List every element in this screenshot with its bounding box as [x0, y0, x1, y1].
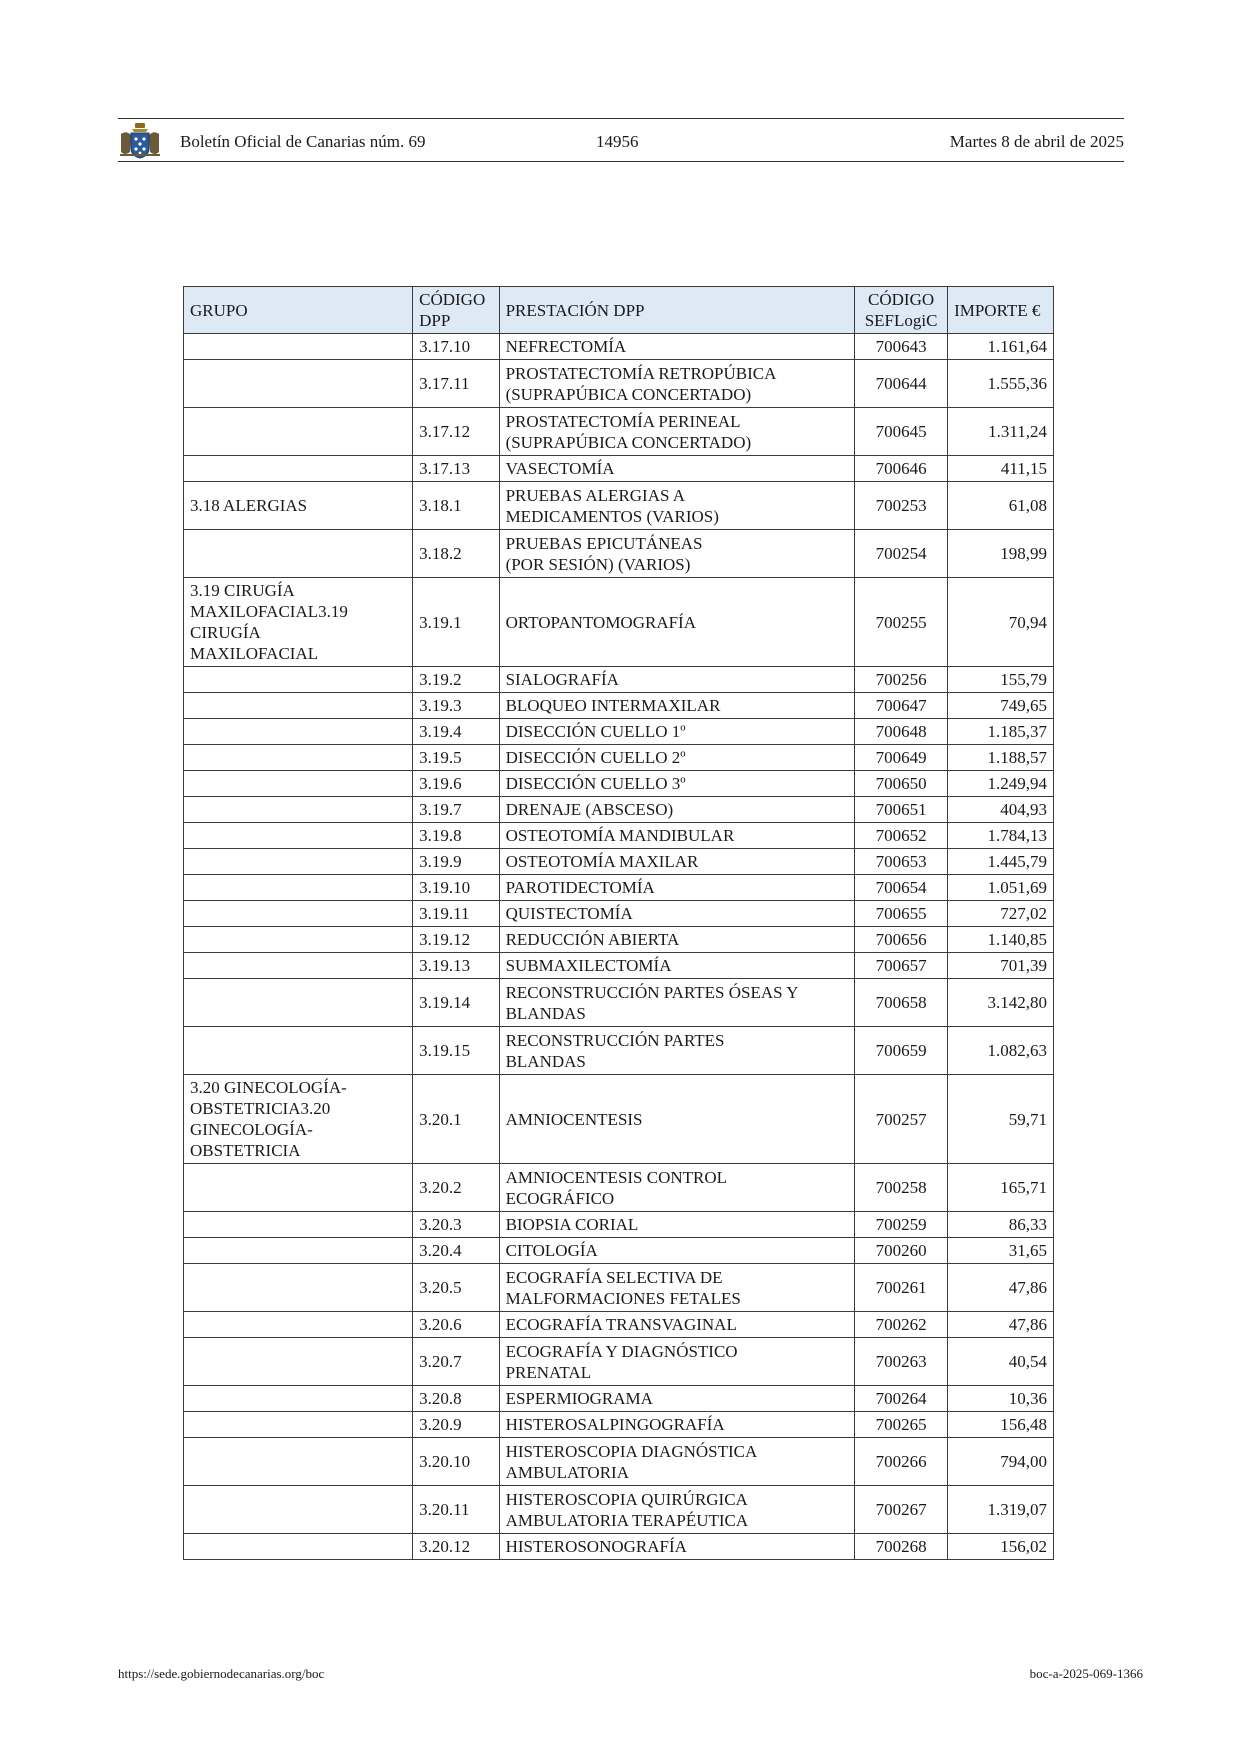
prestacion-line: AMBULATORIA TERAPÉUTICA: [505, 1510, 749, 1530]
cell-grupo: [184, 482, 413, 530]
col-header-prestacion: PRESTACIÓN DPP: [499, 287, 855, 334]
table-row: [184, 823, 1054, 849]
cell-codigo-sef: 700655: [855, 901, 948, 927]
cell-codigo-dpp: 3.19.3: [413, 693, 499, 719]
cell-prestacion: [499, 693, 855, 719]
cell-importe: 1.185,37: [948, 719, 1054, 745]
grupo-line: 3.20 GINECOLOGÍA- OBSTETRICIA: [190, 1078, 347, 1118]
cell-grupo: [184, 1386, 413, 1412]
cell-prestacion: [499, 927, 855, 953]
cell-prestacion: [499, 408, 855, 456]
cell-prestacion: [499, 771, 855, 797]
cell-grupo: [184, 1075, 413, 1164]
cell-codigo-sef: 700654: [855, 875, 948, 901]
cell-codigo-dpp: 3.18.2: [413, 530, 499, 578]
cell-codigo-sef: 700651: [855, 797, 948, 823]
cell-prestacion: [499, 953, 855, 979]
cell-prestacion: [499, 1264, 855, 1312]
cell-codigo-dpp: 3.20.3: [413, 1212, 499, 1238]
cell-importe: 165,71: [948, 1164, 1054, 1212]
grupo-line: 3.19 CIRUGÍA MAXILOFACIAL: [190, 581, 319, 621]
prestacion-line: NEFRECTOMÍA: [505, 337, 627, 356]
table-row: [184, 408, 1054, 456]
cell-prestacion: [499, 719, 855, 745]
cell-importe: 198,99: [948, 530, 1054, 578]
cell-codigo-dpp: 3.19.4: [413, 719, 499, 745]
prestacion-line: PAROTIDECTOMÍA: [505, 878, 655, 897]
table-body: [184, 334, 1054, 1560]
cell-codigo-dpp: 3.19.2: [413, 667, 499, 693]
cell-codigo-sef: 700657: [855, 953, 948, 979]
cell-prestacion: [499, 1027, 855, 1075]
cell-prestacion: [499, 745, 855, 771]
prestacion-line: OSTEOTOMÍA MANDIBULAR: [505, 826, 735, 845]
cell-importe: 1.319,07: [948, 1486, 1054, 1534]
cell-prestacion: [499, 875, 855, 901]
cell-grupo: [184, 530, 413, 578]
prestacion-line: HISTEROSONOGRAFÍA: [505, 1537, 687, 1556]
table-row: [184, 849, 1054, 875]
prestacion-line: OSTEOTOMÍA MAXILAR: [505, 852, 699, 871]
cell-grupo: [184, 360, 413, 408]
cell-codigo-sef: 700259: [855, 1212, 948, 1238]
cell-codigo-dpp: 3.20.8: [413, 1386, 499, 1412]
cell-prestacion: [499, 1412, 855, 1438]
page-header: [118, 118, 1124, 162]
cell-prestacion: [499, 1338, 855, 1386]
prestacion-line: ECOGRAFÍA SELECTIVA DE: [505, 1267, 723, 1287]
cell-codigo-dpp: 3.20.10: [413, 1438, 499, 1486]
prestacion-line: RECONSTRUCCIÓN PARTES ÓSEAS Y: [505, 982, 799, 1002]
cell-codigo-sef: 700648: [855, 719, 948, 745]
cell-codigo-sef: 700643: [855, 334, 948, 360]
prestacion-line: PROSTATECTOMÍA PERINEAL: [505, 411, 741, 431]
prestacion-line: HISTEROSALPINGOGRAFÍA: [505, 1415, 725, 1434]
cell-grupo: [184, 719, 413, 745]
prestacion-line: CITOLOGÍA: [505, 1241, 598, 1260]
cell-codigo-dpp: 3.17.13: [413, 456, 499, 482]
table-row: [184, 456, 1054, 482]
prestacion-line: BLANDAS: [505, 1051, 586, 1071]
prestacion-line: ESPERMIOGRAMA: [505, 1389, 653, 1408]
cell-codigo-sef: 700261: [855, 1264, 948, 1312]
publication-date: Martes 8 de abril de 2025: [949, 132, 1124, 151]
table-row: [184, 1412, 1054, 1438]
cell-codigo-sef: 700257: [855, 1075, 948, 1164]
cell-codigo-dpp: 3.18.1: [413, 482, 499, 530]
cell-grupo: [184, 1412, 413, 1438]
table-row: [184, 1486, 1054, 1534]
prestacion-line: VASECTOMÍA: [505, 459, 615, 478]
table-row: [184, 1386, 1054, 1412]
table-row: [184, 797, 1054, 823]
cell-importe: 61,08: [948, 482, 1054, 530]
prestacion-line: SUBMAXILECTOMÍA: [505, 956, 672, 975]
canarias-coat-of-arms-icon: [118, 122, 162, 160]
cell-grupo: [184, 1486, 413, 1534]
cell-importe: 794,00: [948, 1438, 1054, 1486]
cell-grupo: [184, 1338, 413, 1386]
table-row: [184, 1534, 1054, 1560]
cell-codigo-dpp: 3.17.11: [413, 360, 499, 408]
cell-importe: 3.142,80: [948, 979, 1054, 1027]
prestacion-line: MEDICAMENTOS (VARIOS): [505, 506, 719, 526]
cell-grupo: [184, 1534, 413, 1560]
table-row: [184, 1027, 1054, 1075]
grupo-line: 3.20 GINECOLOGÍA- OBSTETRICIA: [190, 1099, 331, 1160]
cell-codigo-dpp: 3.19.7: [413, 797, 499, 823]
prestacion-line: HISTEROSCOPIA DIAGNÓSTICA: [505, 1441, 758, 1461]
table-header-row: [184, 287, 1054, 334]
cell-importe: 1.051,69: [948, 875, 1054, 901]
cell-prestacion: [499, 979, 855, 1027]
cell-grupo: [184, 875, 413, 901]
grupo-line: 3.18 ALERGIAS: [190, 496, 308, 515]
cell-importe: 1.249,94: [948, 771, 1054, 797]
prestacion-line: (SUPRAPÚBICA CONCERTADO): [505, 384, 752, 404]
cell-importe: 31,65: [948, 1238, 1054, 1264]
prestacion-line: DRENAJE (ABSCESO): [505, 800, 674, 819]
cell-codigo-sef: 700645: [855, 408, 948, 456]
cell-codigo-dpp: 3.19.9: [413, 849, 499, 875]
dpp-table: [183, 286, 1054, 1560]
cell-prestacion: [499, 1312, 855, 1338]
table-row: [184, 1438, 1054, 1486]
cell-grupo: [184, 1027, 413, 1075]
header-line: CÓDIGO: [419, 290, 486, 309]
cell-importe: 70,94: [948, 578, 1054, 667]
prestacion-line: BLOQUEO INTERMAXILAR: [505, 696, 721, 715]
cell-grupo: [184, 979, 413, 1027]
cell-codigo-sef: 700646: [855, 456, 948, 482]
header-line: CÓDIGO: [868, 290, 935, 309]
prestacion-line: PRUEBAS EPICUTÁNEAS: [505, 533, 703, 553]
cell-importe: 727,02: [948, 901, 1054, 927]
cell-codigo-dpp: 3.19.10: [413, 875, 499, 901]
cell-codigo-sef: 700264: [855, 1386, 948, 1412]
cell-grupo: [184, 953, 413, 979]
table-row: [184, 1312, 1054, 1338]
prestacion-line: MALFORMACIONES FETALES: [505, 1288, 741, 1308]
col-header-codigo-sef: [855, 287, 948, 334]
cell-prestacion: [499, 1075, 855, 1164]
cell-grupo: [184, 1312, 413, 1338]
cell-codigo-sef: 700268: [855, 1534, 948, 1560]
cell-codigo-sef: 700258: [855, 1164, 948, 1212]
table-row: [184, 745, 1054, 771]
cell-grupo: [184, 408, 413, 456]
cell-codigo-dpp: 3.20.11: [413, 1486, 499, 1534]
cell-grupo: [184, 771, 413, 797]
cell-importe: 10,36: [948, 1386, 1054, 1412]
cell-importe: 1.784,13: [948, 823, 1054, 849]
cell-prestacion: [499, 482, 855, 530]
cell-prestacion: [499, 360, 855, 408]
cell-grupo: [184, 578, 413, 667]
prestacion-line: AMBULATORIA: [505, 1462, 629, 1482]
cell-importe: 1.188,57: [948, 745, 1054, 771]
prestacion-line: DISECCIÓN CUELLO 3º: [505, 774, 686, 793]
table-row: [184, 482, 1054, 530]
prestacion-line: AMNIOCENTESIS CONTROL: [505, 1167, 728, 1187]
prestacion-line: QUISTECTOMÍA: [505, 904, 633, 923]
cell-codigo-dpp: 3.17.10: [413, 334, 499, 360]
cell-codigo-dpp: 3.19.11: [413, 901, 499, 927]
cell-codigo-sef: 700266: [855, 1438, 948, 1486]
table-row: [184, 979, 1054, 1027]
cell-grupo: [184, 901, 413, 927]
cell-grupo: [184, 745, 413, 771]
cell-importe: 155,79: [948, 667, 1054, 693]
cell-importe: 86,33: [948, 1212, 1054, 1238]
prestacion-line: REDUCCIÓN ABIERTA: [505, 930, 680, 949]
table-row: [184, 875, 1054, 901]
table-row: [184, 1264, 1054, 1312]
cell-importe: 59,71: [948, 1075, 1054, 1164]
cell-prestacion: [499, 1164, 855, 1212]
cell-codigo-dpp: 3.20.1: [413, 1075, 499, 1164]
cell-codigo-sef: 700260: [855, 1238, 948, 1264]
grupo-line: 3.19 CIRUGÍA MAXILOFACIAL: [190, 602, 348, 663]
cell-codigo-dpp: 3.19.12: [413, 927, 499, 953]
cell-prestacion: [499, 797, 855, 823]
cell-codigo-sef: 700659: [855, 1027, 948, 1075]
footer-url: https://sede.gobiernodecanarias.org/boc: [118, 1666, 325, 1681]
cell-importe: 411,15: [948, 456, 1054, 482]
footer-reference: boc-a-2025-069-1366: [1029, 1666, 1143, 1681]
table-row: [184, 1238, 1054, 1264]
table-row: [184, 578, 1054, 667]
cell-codigo-dpp: 3.19.5: [413, 745, 499, 771]
cell-codigo-sef: 700256: [855, 667, 948, 693]
cell-codigo-sef: 700253: [855, 482, 948, 530]
cell-codigo-sef: 700254: [855, 530, 948, 578]
table-row: [184, 1075, 1054, 1164]
cell-prestacion: [499, 530, 855, 578]
cell-prestacion: [499, 334, 855, 360]
cell-prestacion: [499, 456, 855, 482]
cell-codigo-sef: 700262: [855, 1312, 948, 1338]
table-row: [184, 771, 1054, 797]
prestacion-line: SIALOGRAFÍA: [505, 670, 619, 689]
cell-importe: 701,39: [948, 953, 1054, 979]
table-row: [184, 334, 1054, 360]
table-row: [184, 693, 1054, 719]
prestacion-line: PRENATAL: [505, 1362, 592, 1382]
cell-importe: 1.445,79: [948, 849, 1054, 875]
cell-grupo: [184, 667, 413, 693]
table-row: [184, 1212, 1054, 1238]
prestacion-line: (POR SESIÓN) (VARIOS): [505, 554, 691, 574]
table-row: [184, 719, 1054, 745]
cell-codigo-sef: 700255: [855, 578, 948, 667]
cell-grupo: [184, 1164, 413, 1212]
cell-codigo-dpp: 3.20.12: [413, 1534, 499, 1560]
cell-codigo-dpp: 3.20.9: [413, 1412, 499, 1438]
cell-prestacion: [499, 1534, 855, 1560]
cell-importe: 1.082,63: [948, 1027, 1054, 1075]
cell-codigo-dpp: 3.19.14: [413, 979, 499, 1027]
cell-codigo-sef: 700656: [855, 927, 948, 953]
cell-prestacion: [499, 823, 855, 849]
cell-importe: 47,86: [948, 1264, 1054, 1312]
prestacion-line: BLANDAS: [505, 1003, 586, 1023]
cell-codigo-dpp: 3.20.4: [413, 1238, 499, 1264]
prestacion-line: HISTEROSCOPIA QUIRÚRGICA: [505, 1489, 748, 1509]
table-row: [184, 927, 1054, 953]
cell-importe: 1.161,64: [948, 334, 1054, 360]
table-row: [184, 953, 1054, 979]
prestacion-line: AMNIOCENTESIS: [505, 1109, 643, 1129]
cell-grupo: [184, 823, 413, 849]
cell-prestacion: [499, 578, 855, 667]
prestacion-line: RECONSTRUCCIÓN PARTES: [505, 1030, 725, 1050]
cell-grupo: [184, 1438, 413, 1486]
table-row: [184, 1164, 1054, 1212]
col-header-importe: IMPORTE €: [948, 287, 1054, 334]
cell-prestacion: [499, 901, 855, 927]
prestacion-line: ORTOPANTOMOGRAFÍA: [505, 612, 696, 632]
prestacion-line: DISECCIÓN CUELLO 1º: [505, 722, 686, 741]
cell-codigo-sef: 700267: [855, 1486, 948, 1534]
cell-codigo-sef: 700649: [855, 745, 948, 771]
col-header-grupo: GRUPO: [184, 287, 413, 334]
col-header-codigo-dpp: [413, 287, 499, 334]
cell-grupo: [184, 1238, 413, 1264]
cell-importe: 47,86: [948, 1312, 1054, 1338]
prestacion-line: ECOGRÁFICO: [505, 1188, 615, 1208]
cell-importe: 1.311,24: [948, 408, 1054, 456]
prestacion-line: DISECCIÓN CUELLO 2º: [505, 748, 686, 767]
table-row: [184, 1338, 1054, 1386]
cell-grupo: [184, 1212, 413, 1238]
cell-importe: 1.555,36: [948, 360, 1054, 408]
cell-prestacion: [499, 1212, 855, 1238]
prestacion-line: PROSTATECTOMÍA RETROPÚBICA: [505, 363, 777, 383]
cell-grupo: [184, 927, 413, 953]
cell-codigo-dpp: 3.19.1: [413, 578, 499, 667]
page-number: 14956: [596, 132, 639, 151]
cell-codigo-dpp: 3.17.12: [413, 408, 499, 456]
cell-importe: 749,65: [948, 693, 1054, 719]
cell-grupo: [184, 849, 413, 875]
cell-codigo-sef: 700263: [855, 1338, 948, 1386]
cell-codigo-dpp: 3.20.5: [413, 1264, 499, 1312]
cell-grupo: [184, 456, 413, 482]
cell-codigo-sef: 700650: [855, 771, 948, 797]
cell-codigo-sef: 700653: [855, 849, 948, 875]
cell-prestacion: [499, 849, 855, 875]
cell-prestacion: [499, 1238, 855, 1264]
cell-codigo-dpp: 3.19.8: [413, 823, 499, 849]
prestacion-line: ECOGRAFÍA Y DIAGNÓSTICO: [505, 1341, 738, 1361]
table-row: [184, 360, 1054, 408]
table-row: [184, 667, 1054, 693]
cell-codigo-sef: 700644: [855, 360, 948, 408]
cell-codigo-dpp: 3.20.2: [413, 1164, 499, 1212]
cell-grupo: [184, 334, 413, 360]
cell-importe: 40,54: [948, 1338, 1054, 1386]
header-line: DPP: [419, 311, 451, 330]
cell-codigo-dpp: 3.20.7: [413, 1338, 499, 1386]
prestacion-line: ECOGRAFÍA TRANSVAGINAL: [505, 1315, 737, 1334]
cell-grupo: [184, 693, 413, 719]
cell-grupo: [184, 797, 413, 823]
cell-importe: 156,02: [948, 1534, 1054, 1560]
cell-codigo-sef: 700647: [855, 693, 948, 719]
cell-codigo-dpp: 3.20.6: [413, 1312, 499, 1338]
bulletin-title: Boletín Oficial de Canarias núm. 69: [180, 132, 426, 151]
cell-importe: 156,48: [948, 1412, 1054, 1438]
prestacion-line: (SUPRAPÚBICA CONCERTADO): [505, 432, 752, 452]
cell-prestacion: [499, 1386, 855, 1412]
header-line: SEFLogiC: [864, 311, 938, 330]
prestacion-line: BIOPSIA CORIAL: [505, 1215, 639, 1234]
cell-codigo-dpp: 3.19.6: [413, 771, 499, 797]
cell-codigo-sef: 700658: [855, 979, 948, 1027]
cell-prestacion: [499, 1438, 855, 1486]
cell-prestacion: [499, 667, 855, 693]
table-row: [184, 530, 1054, 578]
cell-codigo-sef: 700652: [855, 823, 948, 849]
cell-grupo: [184, 1264, 413, 1312]
prestacion-line: PRUEBAS ALERGIAS A: [505, 485, 686, 505]
cell-codigo-sef: 700265: [855, 1412, 948, 1438]
cell-codigo-dpp: 3.19.13: [413, 953, 499, 979]
table-row: [184, 901, 1054, 927]
cell-prestacion: [499, 1486, 855, 1534]
cell-codigo-dpp: 3.19.15: [413, 1027, 499, 1075]
cell-importe: 1.140,85: [948, 927, 1054, 953]
cell-importe: 404,93: [948, 797, 1054, 823]
